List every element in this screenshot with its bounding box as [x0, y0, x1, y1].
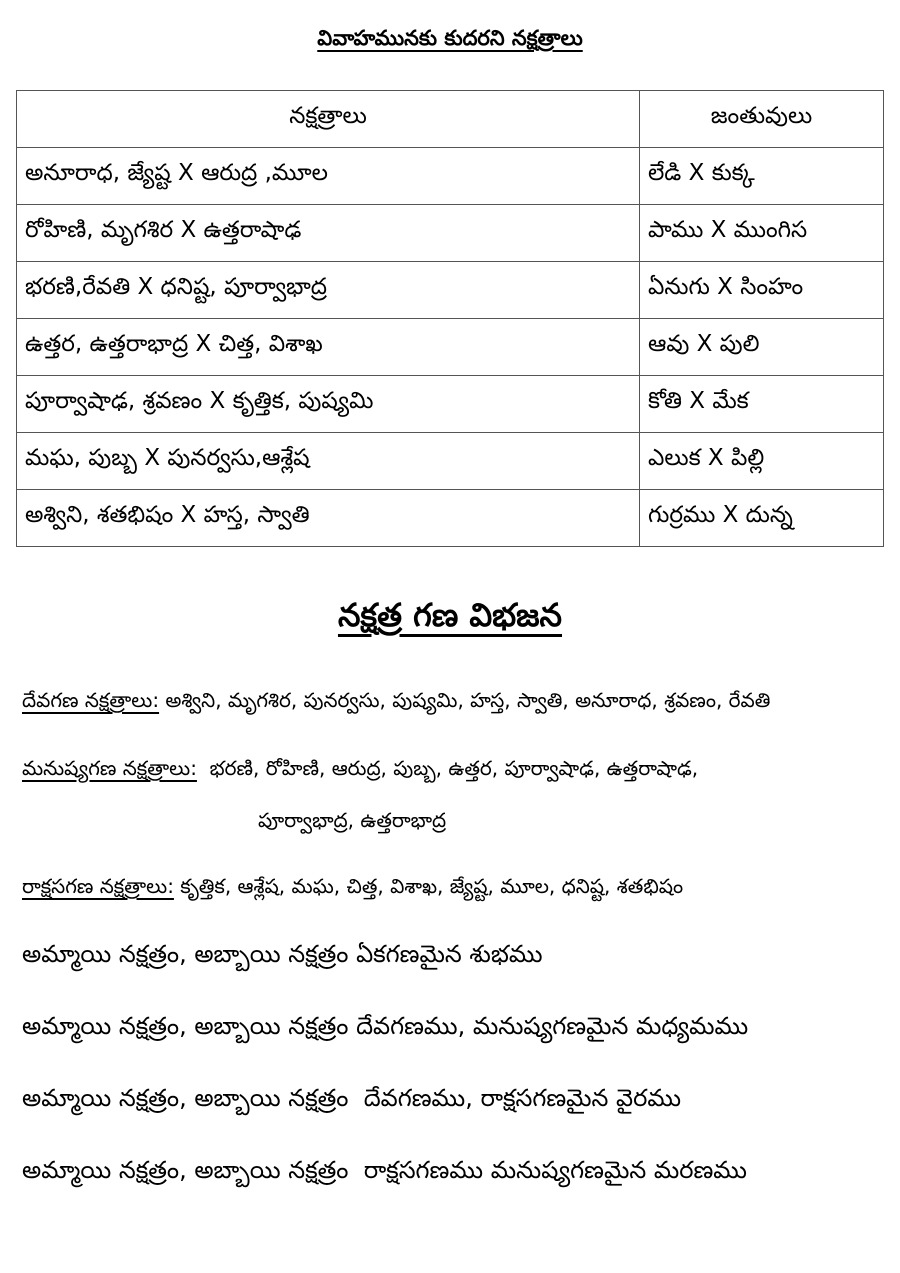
table-row	[17, 148, 884, 205]
cell-stars: పూర్వాషాఢ, శ్రవణం X కృత్తిక, పుష్యమి	[17, 376, 640, 433]
cell-animals: కోతి X మేక	[640, 376, 884, 433]
rakshasa-gana-stars: కృత్తిక, ఆశ్లేష, మఘ, చిత్త, విశాఖ, జ్యేష్ట, మూల, ధనిష్ట, శతభిషం	[173, 874, 684, 898]
cell-stars: మఘ, పుబ్బ X పునర్వసు,ఆశ్లేష	[17, 433, 640, 490]
page-title-text: వివాహమునకు కుదరని నక్షత్రాలు	[317, 26, 583, 50]
manushya-gana-stars-cont: పూర్వాభాద్ర, ఉత్తరాభాద్ర	[258, 808, 447, 832]
cell-animals: పాము X ముంగిస	[640, 205, 884, 262]
cell-stars: అశ్విని, శతభిషం X హస్త, స్వాతి	[17, 490, 640, 547]
table-row	[17, 205, 884, 262]
table-row	[17, 490, 884, 547]
cell-stars: అనూరాధ, జ్యేష్ట X ఆరుద్ర ,మూల	[17, 148, 640, 205]
cell-animals: ఆవు X పులి	[640, 319, 884, 376]
table-row	[17, 319, 884, 376]
cell-stars: భరణి,రేవతి X ధనిష్ట, పూర్వాభాద్ర	[17, 262, 640, 319]
cell-stars: రోహిణి, మృగశిర X ఉత్తరాషాఢ	[17, 205, 640, 262]
rule-line: అమ్మాయి నక్షత్రం, అబ్బాయి నక్షత్రం దేవగణము, మనుష్యగణమైన మధ్యమము	[22, 1012, 749, 1040]
cell-animals: ఎలుక X పిల్లి	[640, 433, 884, 490]
table-row	[17, 262, 884, 319]
section-title	[0, 596, 900, 642]
table-header-row	[17, 91, 884, 148]
cell-animals: లేడి X కుక్క	[640, 148, 884, 205]
rakshasa-gana-line	[22, 874, 878, 903]
manushya-gana-stars: భరణి, రోహిణి, ఆరుద్ర, పుబ్బ, ఉత్తర, పూర్వాషాఢ, ఉత్తరాషాఢ,	[196, 756, 699, 780]
rule-line: అమ్మాయి నక్షత్రం, అబ్బాయి నక్షత్రం దేవగణము, రాక్షసగణమైన వైరము	[22, 1084, 682, 1112]
rule-line: అమ్మాయి నక్షత్రం, అబ్బాయి నక్షత్రం ఏకగణమైన శుభము	[22, 940, 543, 968]
table-row	[17, 433, 884, 490]
table-row	[17, 376, 884, 433]
cell-animals: గుర్రము X దున్న	[640, 490, 884, 547]
manushya-gana-label: మనుష్యగణ నక్షత్రాలు:	[22, 756, 197, 780]
rakshasa-gana-label: రాక్షసగణ నక్షత్రాలు:	[22, 874, 174, 898]
header-stars: నక్షత్రాలు	[17, 91, 640, 148]
cell-stars: ఉత్తర, ఉత్తరాభాద్ర X చిత్త, విశాఖ	[17, 319, 640, 376]
manushya-gana-line	[22, 756, 878, 785]
cell-animals: ఏనుగు X సింహం	[640, 262, 884, 319]
rule-line: అమ్మాయి నక్షత్రం, అబ్బాయి నక్షత్రం రాక్షసగణము మనుష్యగణమైన మరణము	[22, 1156, 747, 1184]
deva-gana-stars: అశ్విని, మృగశిర, పునర్వసు, పుష్యమి, హస్త, స్వాతి, అనూరాధ, శ్రవణం, రేవతి	[159, 688, 771, 712]
incompatible-stars-table	[16, 90, 884, 547]
section-title-text: నక్షత్ర గణ విభజన	[337, 596, 563, 634]
deva-gana-line	[22, 688, 878, 717]
deva-gana-label: దేవగణ నక్షత్రాలు:	[22, 688, 160, 712]
header-animals: జంతువులు	[640, 91, 884, 148]
page-title	[0, 26, 900, 56]
